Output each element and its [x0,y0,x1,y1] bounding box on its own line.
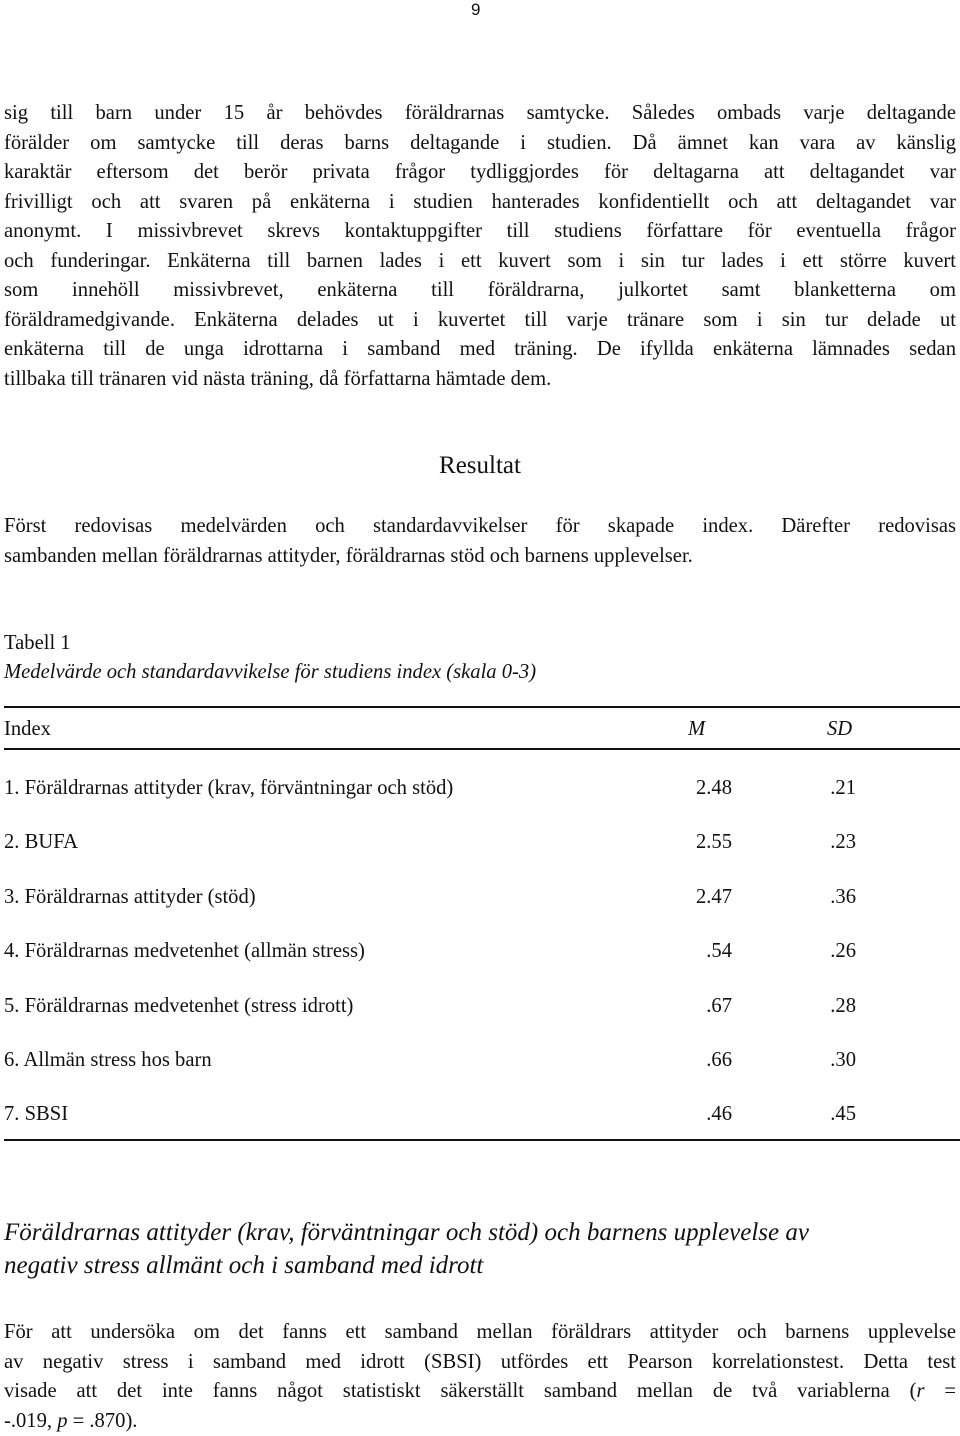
row-sd: .45 [830,1102,856,1126]
text-run: -.019, [4,1410,57,1432]
section-heading-resultat: Resultat [0,451,960,481]
table-title: Medelvärde och standardavvikelse för studiens index (skala 0-3) [4,658,536,686]
table-row [4,1076,960,1130]
paragraph-line: sig till barn under 15 år behövdes föräldrarnas samtycke. Således ombads varje deltagande [4,99,956,129]
body-paragraph-consent [4,99,956,394]
table-row [4,913,960,967]
table-label: Tabell 1 [4,629,71,657]
row-index-name: 2. BUFA [4,830,78,854]
row-index-name: 6. Allmän stress hos barn [4,1048,212,1072]
row-mean: .66 [706,1048,732,1072]
paragraph-line: som innehöll missivbrevet, enkäterna till föräldrarna, julkortet samt blanketterna om [4,276,956,306]
table-row [4,1022,960,1076]
row-index-name: 1. Föräldrarnas attityder (krav, förväntningar och stöd) [4,776,453,800]
paragraph-line: av negativ stress i samband med idrott (SBSI) utfördes ett Pearson korrelationstest. Detta test [4,1348,956,1378]
row-index-name: 7. SBSI [4,1102,68,1126]
paragraph-line: förälder om samtycke till deras barns deltagande i studien. Då ämnet kan vara av känslig [4,129,956,159]
row-mean: .46 [706,1102,732,1126]
paragraph-line: och funderingar. Enkäterna till barnen lades i ett kuvert som i sin tur lades i ett större kuvert [4,247,956,277]
page-number: 9 [471,0,491,20]
row-mean: 2.47 [696,885,732,909]
text-run: = .870). [68,1410,138,1432]
index-table [4,706,960,1141]
row-mean: 2.48 [696,776,732,800]
row-mean: .67 [706,994,732,1018]
table-header-row [4,708,960,750]
header-mean: M [688,717,705,741]
row-index-name: 4. Föräldrarnas medvetenhet (allmän stress) [4,939,365,963]
paragraph-line: Först redovisas medelvärden och standardavvikelser för skapade index. Därefter redovisas [4,512,956,542]
paragraph-line [4,1377,956,1407]
paragraph-line: anonymt. I missivbrevet skrevs kontaktuppgifter till studiens författare för eventuella frågor [4,217,956,247]
row-sd: .23 [830,830,856,854]
stat-symbol-r: r [917,1380,925,1402]
paragraph-line: tillbaka till tränaren vid nästa träning, då författarna hämtade dem. [4,365,956,395]
subsection-heading [4,1216,960,1282]
paragraph-line: frivilligt och att svaren på enkäterna i studien hanterades konfidentiellt och att deltagandet var [4,188,956,218]
row-index-name: 5. Föräldrarnas medvetenhet (stress idrott) [4,994,353,1018]
header-index: Index [4,717,51,741]
table-row [4,804,960,858]
paragraph-line: enkäterna till de unga idrottarna i samband med träning. De ifyllda enkäterna lämnades sedan [4,335,956,365]
paragraph-line: föräldramedgivande. Enkäterna delades ut i kuvertet till varje tränare som i sin tur delade ut [4,306,956,336]
stat-symbol-p: p [57,1410,67,1432]
body-paragraph-results-intro [4,512,956,571]
row-sd: .30 [830,1048,856,1072]
header-sd: SD [827,717,852,741]
table-row [4,750,960,804]
paragraph-line: sambanden mellan föräldrarnas attityder, föräldrarnas stöd och barnens upplevelser. [4,542,956,572]
row-index-name: 3. Föräldrarnas attityder (stöd) [4,885,256,909]
table-row [4,968,960,1022]
row-sd: .26 [830,939,856,963]
row-mean: 2.55 [696,830,732,854]
paragraph-line: karaktär eftersom det berör privata frågor tydliggjordes för deltagarna att deltagandet var [4,158,956,188]
row-sd: .28 [830,994,856,1018]
subheading-line: negativ stress allmänt och i samband med idrott [4,1249,960,1282]
subheading-line: Föräldrarnas attityder (krav, förväntningar och stöd) och barnens upplevelse av [4,1216,960,1249]
row-sd: .36 [830,885,856,909]
text-run: = [925,1380,956,1402]
body-paragraph-correlation [4,1318,956,1436]
row-mean: .54 [706,939,732,963]
table-row [4,859,960,913]
row-sd: .21 [830,776,856,800]
text-run: visade att det inte fanns något statistiskt säkerställt samband mellan de två variablerna ( [4,1380,917,1402]
table-body [4,750,960,1139]
paragraph-line: För att undersöka om det fanns ett samband mellan föräldrars attityder och barnens upplevelse [4,1318,956,1348]
